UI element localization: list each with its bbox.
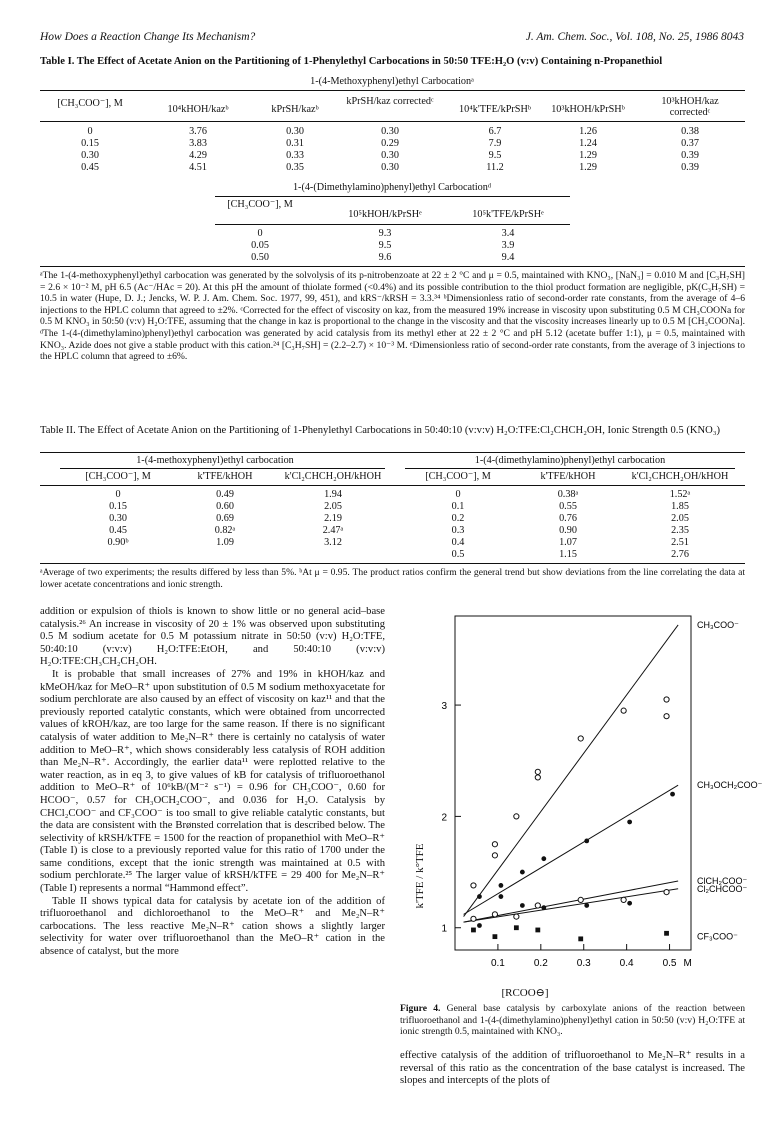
plot-frame: [455, 616, 691, 950]
body-paragraph: It is probable that small increases of 27% and 19% in kHOH/kaz and kMeOH/kaz for MeO–R⁺ upon substitution of 0.5 M sodium methoxyacetate for sodium perchlorate are also caused by an effect of viscosity on kaz¹¹ and that the previously reported catalytic constants, which were obtained from uncorrected values of kROH/kaz, are too large for the same reason. If there is no significant catalysis of water addition to Me₂N–R⁺ there is certainly no catalysis of water addition to MeO–R⁺, which shows considerably less catalysis of ROH addition than Me₂N–R⁺. Accordingly, the earlier data¹¹ were replotted relative to the water reaction, as in eq 3, to give values of kB for catalysis of trifluoroethanol addition to MeO–R⁺ of 10⁶kB/(M⁻² s⁻¹) = 0.96 for CH₃COO⁻, 0.60 for HCOO⁻, 0.57 for CH₃OCH₂COO⁻, and 0.036 for H₂O. Catalysis by CHCl₂COO⁻ and CF₃COO⁻ is too small to give reliable catalytic constants, but the data are consistent with the Brønsted correlation that is described below. The selectivity of kRSH/kTFE = 1500 for the reaction of propanethiol with MeO–R⁺ (Table I) is close to a previously reported value for this ratio of 1700 under the same conditions, except that the ionic strength was maintained at 0.5 with sodium perchlorate.²⁵ The larger value of kRSH/kTFE = 29 400 for Me₂N–R⁺ (Table I) represents a normal “Hammond effect”.: [40, 668, 385, 895]
data-point: [541, 905, 546, 910]
x-tick-label: 0.2: [533, 958, 548, 969]
figure-4-caption: [400, 1003, 745, 1038]
fit-line: [464, 785, 679, 914]
figure-4: [400, 604, 763, 994]
table2-left-title: 1-(4-methoxyphenyl)ethyl carbocation: [136, 455, 294, 466]
data-point: [520, 903, 525, 908]
data-point: [578, 736, 583, 741]
figure-caption-text: General base catalysis by carboxylate anions of the reaction between trifluoroethanol and 1-(4-(dimethylamino)phenyl)ethyl cation in 50:50 (v:v) H₂O:TFE at ionic strength 0.5, maintained with KNO₃.: [400, 1003, 745, 1037]
table2-right-rule: [405, 468, 735, 469]
figure-4-plot: [400, 604, 763, 994]
t1-h2: kPrSH/kazᵇ: [271, 104, 319, 115]
data-point: [492, 842, 497, 847]
data-point: [477, 894, 482, 899]
series-label: ClCH₂COO⁻: [697, 875, 748, 886]
x-tick-label: 0.1: [490, 958, 505, 969]
data-point: [471, 928, 476, 933]
body-paragraph: effective catalysis of the addition of trifluoroethanol to Me₂N–R⁺ results in a reversal of this ratio as the concentration of the base catalyst is increased. The slopes and intercepts of the plots of: [400, 1050, 745, 1087]
series-label: Cl₂CHCOO⁻: [697, 883, 748, 894]
body-right-column: [400, 1050, 745, 1088]
data-point: [499, 883, 504, 888]
data-point: [499, 894, 504, 899]
data-point: [621, 897, 626, 902]
table2-bottom-rule: [40, 563, 745, 564]
data-point: [514, 925, 519, 930]
running-head-left: How Does a Reaction Change Its Mechanism?: [40, 31, 256, 43]
t1s2-h2: 10⁵k'TFE/kPrSHᵉ: [472, 209, 544, 220]
table1-caption: Table I. The Effect of Acetate Anion on the Partitioning of 1-Phenylethyl Carbocations in 50:50 TFE:H₂O (v:v) Containing n-Propanethiol: [40, 56, 663, 67]
t1-h0: [CH₃COO⁻], M: [57, 98, 123, 109]
series-label: CH₃COO⁻: [697, 619, 739, 630]
data-point: [520, 870, 525, 875]
t1-h4: 10⁴k'TFE/kPrSHᵇ: [459, 104, 531, 115]
running-head-right: J. Am. Chem. Soc., Vol. 108, No. 25, 1986 8043: [525, 31, 744, 43]
data-point: [492, 853, 497, 858]
data-point: [514, 814, 519, 819]
table2-footnotes: ᵃAverage of two experiments; the results differed by less than 5%. ᵇAt μ = 0.95. The product ratios confirm the general trend but show deviations from the line correlating the data at lower acetate concentrations and ionic strength.: [40, 567, 745, 590]
t2-h2: k'Cl₂CHCH₂OH/kHOH: [284, 471, 382, 482]
t1-h1: 10⁴kHOH/kazᵇ: [167, 104, 229, 115]
data-point: [664, 931, 669, 936]
data-point: [664, 714, 669, 719]
t1-h3: kPrSH/kaz correctedᶜ: [346, 96, 434, 107]
table1-section1-title: 1-(4-Methoxyphenyl)ethyl Carbocationᵃ: [310, 76, 474, 87]
table1-rule: [40, 90, 745, 91]
data-point: [664, 890, 669, 895]
data-point: [492, 912, 497, 917]
t2-h1: k'TFE/kHOH: [197, 471, 253, 482]
table2-caption: Table II. The Effect of Acetate Anion on the Partitioning of 1-Phenylethyl Carbocations in 50:40:10 (v:v:v) H₂O:TFE:Cl₂CHCH₂OH, Ionic Strength 0.5 (KNO₃): [40, 425, 721, 436]
data-point: [621, 708, 626, 713]
data-point: [627, 901, 632, 906]
x-unit-label: M: [683, 958, 692, 969]
t2-h0: [CH₃COO⁻], M: [85, 471, 151, 482]
data-point: [535, 775, 540, 780]
table2-right-title: 1-(4-(dimethylamino)phenyl)ethyl carbocation: [474, 455, 666, 466]
table2-left-rule: [60, 468, 385, 469]
t1-h6: 10³kHOH/kaz correctedᶜ: [661, 96, 719, 118]
table1: 1-(4-Methoxyphenyl)ethyl Carbocationᵃ [CH₃COO⁻], M 10⁴kHOH/kazᵇ kPrSH/kazᵇ kPrSH/kaz correctedᶜ 10⁴k'TFE/kPrSHᵇ 10³kHOH/kPrSHᵇ 10³kHOH/kaz correctedᶜ 0 3.76 0.30 0.30 6.7 1.26 0.38 0.15 3.83 0.31 0.29 7.9 1.24 0.37 0.30 4.29 0.33 0.30 9.5 1.29 0.39 0.45 4.51 0.35 0.30 11.2 1.29 0.39 1-(4-(Dimethylamino)phenyl)ethyl Carbocationᵈ [CH₃COO⁻], M 10⁵kHOH/kPrSHᵉ 10⁵k'TFE/kPrSHᵉ 0 9.3 3.4 0.05 9.5 3.9 0.50 9.6 9.4: [40, 72, 745, 282]
data-point: [514, 914, 519, 919]
body-paragraph: addition or expulsion of thiols is known to show little or no general acid–base catalysis.²⁶ An increase in viscosity of 20 ± 1% was observed upon substituting 0.5 M sodium acetate for 0.5 M potassium nitrate in 50:50 (v:v) H₂O:TFE, 50:40:10 (v:v:v) H₂O:TFE:EtOH, and 50:40:10 (v:v:v) H₂O:TFE:CH₃CH₂CH₂OH.: [40, 606, 385, 668]
table1-header-rule: [40, 121, 745, 122]
t1-h5: 10³kHOH/kPrSHᵇ: [551, 104, 625, 115]
table1-section2-header-rule: [215, 224, 570, 225]
data-point: [535, 903, 540, 908]
y-tick-label: 2: [441, 812, 447, 824]
body-paragraph: Table II shows typical data for catalysis by acetate ion of the addition of trifluoroethanol and dichloroethanol to the MeO–R⁺ and Me₂N–R⁺ carbocations. The less reactive Me₂N–R⁺ cation shows a slightly larger selectivity for water over trifluoroethanol than the MeO–R⁺ cation in the absence of catalyst, but the more: [40, 895, 385, 958]
data-point: [541, 856, 546, 861]
t2-h3: [CH₃COO⁻], M: [425, 471, 491, 482]
table2: 1-(4-methoxyphenyl)ethyl carbocation 1-(4-(dimethylamino)phenyl)ethyl carbocation [CH₃COO⁻], M k'TFE/kHOH k'Cl₂CHCH₂OH/kHOH [CH₃COO⁻], M k'TFE/kHOH k'Cl₂CHCH₂OH/kHOH 0 0.49 1.94 0 0.38ᵃ 1.52ᵃ 0.15 0.60 2.05 0.1 0.55 1.85 0.30 0.69 2.19 0.2 0.76 2.05 0.45 0.82ᵃ 2.47ᵃ 0.3 0.90 2.35 0.90ᵇ 1.09 3.12 0.4 1.07 2.51 0.5 1.15 2.76: [40, 452, 745, 582]
data-point: [627, 820, 632, 825]
table1-footnotes: ᵃThe 1-(4-methoxyphenyl)ethyl carbocation was generated by the solvolysis of its p-nitrobenzoate at 22 ± 2 °C and μ = 0.5, maintained with KNO₃, [NaN₃] = 0.010 M and [C₃H₇SH] = 2.6 × 10⁻² M, pH 6.5 (Ac⁻/HAc = 20). At this pH the amount of thiolate formed (<0.4%) and its possible contribution to the thiol product formation are negligible, pK(C₃H₇SH) = 10.5 in water (Hupe, D. J.; Jencks, W. P. J. Am. Chem. Soc. 1977, 99, 451), and kRS⁻/kRSH = 3.3.³⁴ ᵇDimensionless ratio of second-order rate constants, from the average of 4–6 injections to the HPLC column that agreed to ±2%. ᶜCorrected for the effect of viscosity on kaz, from the measured 19% increase in viscosity upon substituting 0.5 M CH₃COONa for 0.5 M KNO₃ in 50:50 (v:v) H₂O:TFE, assuming that the change in kaz is proportional to the change in the viscosity and that the viscosity increases linearly up to 0.5 M [CH₃COONa]. ᵈThe 1-(4-(dimethylamino)phenyl)ethyl carbocation was generated by acid catalysis from its methyl ether at 22 ± 2 °C and pH 5.12 (acetate buffer 1:1), μ = 0.5, maintained with KNO₃. Azide does not give a stable product with this cation.²⁴ [C₃H₇SH] = (2.2–2.7) × 10⁻³ M. ᵉDimensionless ratio of second-order rate constants, from the average of 3 injections to the HPLC column that agreed to ±6%.: [40, 270, 745, 363]
data-point: [535, 769, 540, 774]
data-point: [670, 792, 675, 797]
data-point: [578, 936, 583, 941]
data-point: [584, 838, 589, 843]
t1s2-h0: [CH₃COO⁻], M: [227, 199, 293, 210]
t1s2-h1: 10⁵kHOH/kPrSHᵉ: [348, 209, 422, 220]
data-point: [477, 923, 482, 928]
table1-section2-title: 1-(4-(Dimethylamino)phenyl)ethyl Carbocationᵈ: [292, 182, 492, 193]
table1-section2-rule: [215, 196, 570, 197]
y-axis-label-wrap: [406, 843, 434, 909]
table1-bottom-rule: [40, 266, 745, 267]
data-point: [471, 916, 476, 921]
series-label: CF₃COO⁻: [697, 931, 738, 942]
data-point: [584, 903, 589, 908]
data-point: [493, 934, 498, 939]
x-tick-label: 0.5: [662, 958, 677, 969]
figure-caption-label: Figure 4.: [400, 1003, 441, 1014]
y-axis-label: k'TFE / k°TFE: [414, 843, 426, 909]
body-left-column: [40, 606, 385, 959]
t2-h5: k'Cl₂CHCH₂OH/kHOH: [631, 471, 729, 482]
fit-line: [464, 625, 679, 917]
table2-top-rule: [40, 452, 745, 453]
x-tick-label: 0.3: [576, 958, 591, 969]
x-tick-label: 0.4: [619, 958, 634, 969]
data-point: [664, 697, 669, 702]
y-tick-label: 1: [441, 923, 447, 935]
table2-header-rule: [40, 485, 745, 486]
t2-h4: k'TFE/kHOH: [540, 471, 596, 482]
y-tick-label: 3: [441, 701, 447, 713]
data-point: [535, 928, 540, 933]
data-point: [471, 883, 476, 888]
x-axis-label: [RCOO⊖]: [501, 987, 549, 999]
data-point: [578, 897, 583, 902]
series-label: CH₃OCH₂COO⁻: [697, 780, 763, 791]
